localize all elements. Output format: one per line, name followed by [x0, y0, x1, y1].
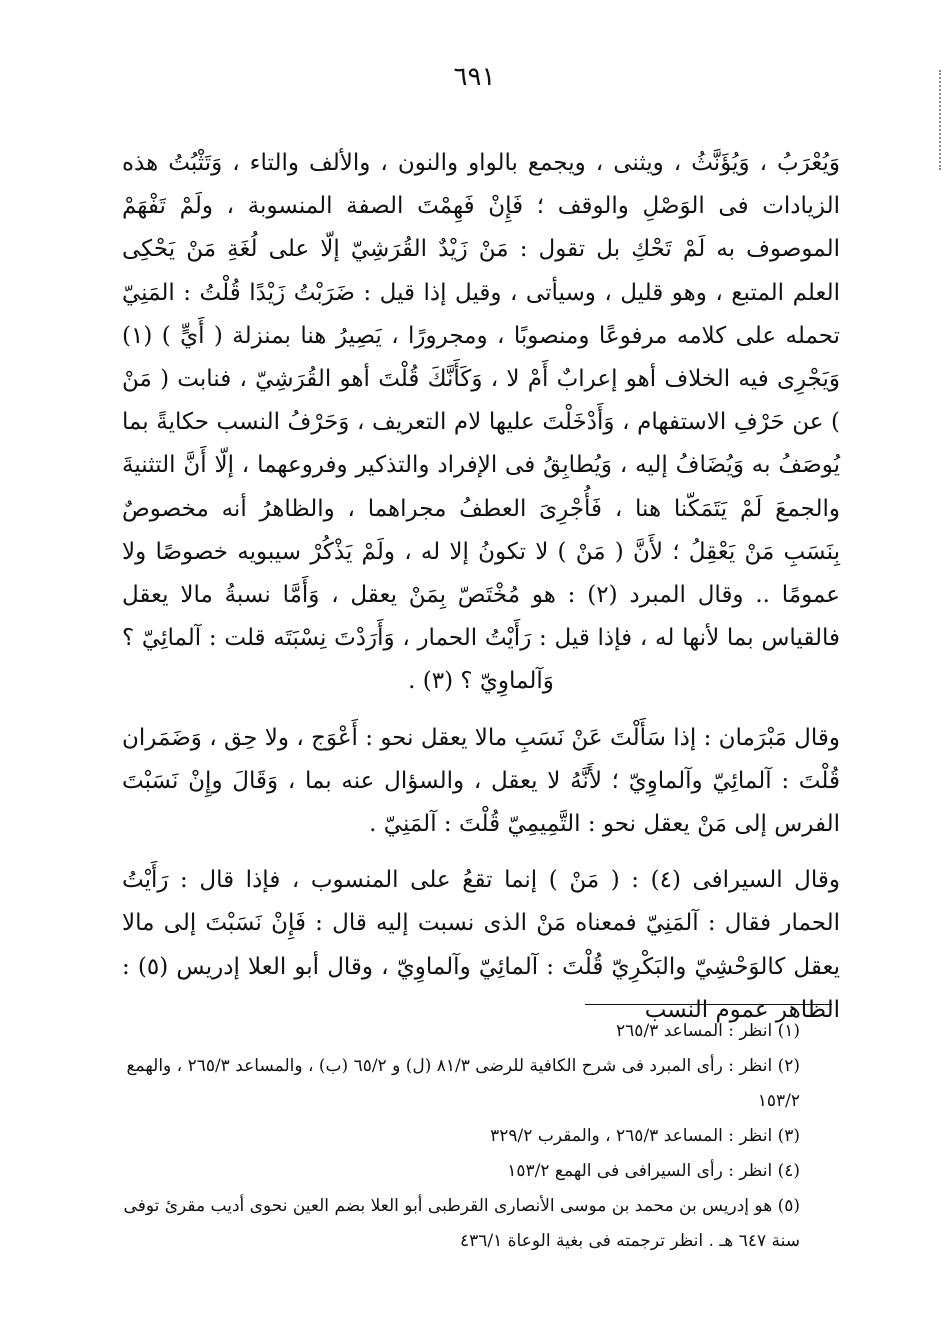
- body-text: [122, 142, 840, 1032]
- paragraph-2: وقال مَبْرَمان : إذا سَأَلْتَ عَنْ نَسَبِ مالا يعقل نحو : أَعْوَج ، ولا حِق ، وَضَمَران قُلْتَ : آلمائِيّ وآلماوِيّ ؛ لأَنَّهُ لا يعقل ، والسؤال عنه بما ، وَقَالَ وإِنْ نَسَبْتَ الفرس إلى مَنْ يعقل نحو : التَّمِيمِيّ قُلْتَ : آلمَنِيّ .: [122, 724, 840, 838]
- paragraph-1: وَيُعْرَبُ ، وَيُؤَنَّثُ ، ويثنى ، ويجمع بالواو والنون ، والألف والتاء ، وَتَثْبُتُ هذه الزيادات فى الوَصْلِ والوقف ؛ فَإِنْ فَهِمْتَ الصفة المنسوبة ، ولَمْ تَفْهَمْ الموصوف به لَمْ تَحْكِ بل تقول : مَنْ زَيْدٌ القُرَشِيّ إلّا على لُغَةِ مَنْ يَحْكِى العلم المتبع ، وهو قليل ، وسيأتى ، وقيل إذا قيل : ضَرَبْتُ زَيْدًا قُلْتُ : المَنِيّ تحمله على كلامه مرفوعًا ومنصوبًا ، ومجرورًا ، يَصِيرُ هنا بمنزلة ( أَيٍّ ) (١) وَيَجْرِى فيه الخلاف أهو إعرابٌ أَمْ لا ، وَكَأَنَّكَ قُلْتَ أهو القُرَشِيّ ، فنابت ( مَنْ ) عن حَرْفِ الاستفهام ، وَأَدْخَلْتَ عليها لام التعريف ، وَحَرْفُ النسب حكايةً بما يُوصَفُ به وَيُضَافُ إليه ، وَيُطابِقُ فى الإفراد والتذكير وفروعهما ، إلّا أَنَّ التثنيةَ والجمعَ لَمْ يَتَمَكّنا هنا ، فَأُجْرِىَ العطفُ مجراهما ، والظاهرُ أنه مخصوصٌ بِنَسَبِ مَنْ يَعْقِلُ ؛ لأَنَّ ( مَنْ ) لا تكونُ إلا له ، ولَمْ يَذْكُرْ سيبويه خصوصًا ولا عمومًا .. وقال المبرد (٢) : هو مُخْتَصّ بِمَنْ يعقل ، وَأَمَّا نسبةُ مالا يعقل فالقياس بما لأنها له ، فإذا قيل : رَأَيْتُ الحمار ، وَأَرَدْتَ نِسْبَتَه قلت : آلمائِيّ ؟ وَآلماوِيّ ؟ (٣) .: [122, 150, 840, 695]
- footnote-5: (٥) هو إدريس بن محمد بن موسى الأنصارى القرطبى أبو العلا بضم العين نحوى أديب مقرئ توفى سنة ٦٤٧ هـ . انظر ترجمته فى بغية الوعاة ٤٣٦/١: [123, 1196, 800, 1251]
- footnote-separator: [585, 1004, 832, 1005]
- footnote-1: (١) انظر : المساعد ٢٦٥/٣: [616, 1021, 800, 1041]
- page-edge-mark: [936, 70, 941, 170]
- footnote-2: (٢) انظر : رأى المبرد فى شرح الكافية للرضى ٨١/٣ (ل) و ٦٥/٢ (ب) ، والمساعد ٢٦٥/٣ ، والهمع ١٥٣/٢: [126, 1056, 800, 1111]
- page-number: ٦٩١: [453, 62, 496, 92]
- footnote-4: (٤) انظر : رأى السيرافى فى الهمع ١٥٣/٢: [507, 1161, 800, 1181]
- footnote-3: (٣) انظر : المساعد ٢٦٥/٣ ، والمقرب ٣٢٩/٢: [490, 1126, 800, 1146]
- footnotes: [122, 1014, 840, 1259]
- paragraph-3: وقال السيرافى (٤) : ( مَنْ ) إنما تقعُ على المنسوب ، فإذا قال : رَأَيْتُ الحمار فقال : آلمَنِيّ فمعناه مَنْ الذى نسبت إليه قال : فَإِنْ نَسَبْتَ إلى مالا يعقل كالوَحْشِيّ والبَكْرِيّ قُلْتَ : آلمائِيّ وآلماوِيّ ، وقال أبو العلا إدريس (٥) : الظاهر عموم النسب: [122, 867, 840, 1023]
